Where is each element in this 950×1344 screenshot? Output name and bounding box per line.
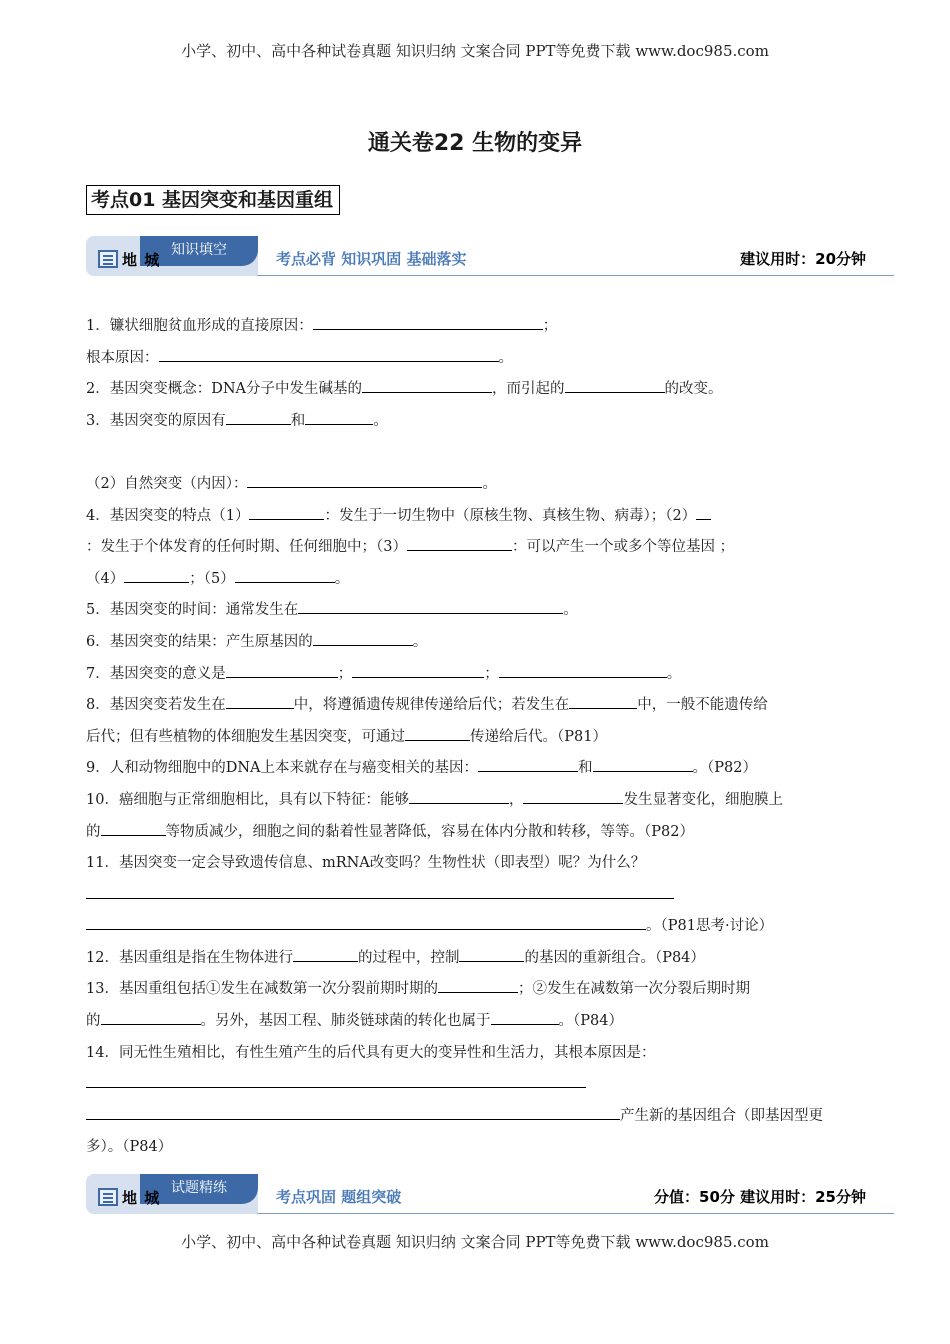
answer-blank[interactable] — [247, 471, 482, 488]
answer-blank[interactable] — [362, 376, 492, 393]
question-4: 4．基因突变的特点（1） ：发生于一切生物中（原核生物、真核生物、病毒）；（2） — [86, 501, 864, 533]
question-11: 11．基因突变一定会导致遗传信息、mRNA改变吗？生物性状（即表型）呢？为什么？ — [86, 855, 646, 872]
answer-blank[interactable] — [409, 787, 509, 804]
question-4-cont: ：发生于个体发育的任何时期、任何细胞中；（3） ：可以产生一个或多个等位基因 ； — [86, 532, 864, 564]
answer-blank[interactable] — [293, 945, 358, 962]
answer-blank[interactable] — [565, 376, 665, 393]
question-14-cont: 产生新的基因组合（即基因型更 — [86, 1101, 864, 1133]
question-12: 12．基因重组是指在生物体进行 的过程中，控制 的基因的重新组合。（P84） — [86, 943, 864, 975]
answer-blank[interactable] — [569, 692, 637, 709]
section-tab-label: 试题精练 — [140, 1174, 258, 1204]
answer-blank[interactable] — [593, 755, 693, 772]
question-14-cont2: 多）。（P84） — [86, 1139, 173, 1156]
answer-blank[interactable] — [407, 534, 512, 551]
answer-blank[interactable] — [478, 755, 578, 772]
question-10: 10．癌细胞与正常细胞相比，具有以下特征：能够 ， 发生显著变化，细胞膜上 — [86, 785, 864, 817]
question-11-cont: 。（P81思考·讨论） — [86, 911, 864, 943]
question-13-cont: 的 。另外，基因工程、肺炎链球菌的转化也属于 。（P84） — [86, 1006, 864, 1038]
answer-blank[interactable] — [313, 313, 543, 330]
answer-blank[interactable] — [124, 566, 189, 583]
answer-blank[interactable] — [491, 1008, 559, 1025]
book-icon — [98, 250, 118, 268]
answer-blank[interactable] — [313, 629, 413, 646]
answer-blank[interactable] — [499, 661, 667, 678]
answer-blank[interactable] — [405, 724, 470, 741]
page-header: 小学、初中、高中各种试卷真题 知识归纳 文案合同 PPT等免费下载 www.doc985.com — [181, 42, 769, 60]
section-subtitle: 考点必背 知识巩固 基础落实 — [276, 250, 467, 268]
answer-blank[interactable] — [226, 408, 291, 425]
brand-label: 地 城 — [122, 251, 161, 269]
answer-blank[interactable] — [298, 597, 563, 614]
question-4-cont2: （4） ；（5） 。 — [86, 564, 864, 596]
answer-blank[interactable] — [523, 787, 623, 804]
question-2: 2．基因突变概念：DNA分子中发生碱基的 ，而引起的 的改变。 — [86, 374, 864, 406]
question-14-line — [86, 1069, 864, 1101]
answer-blank[interactable] — [226, 692, 294, 709]
page-title: 通关卷22 生物的变异 — [367, 131, 583, 156]
question-8: 8．基因突变若发生在 中，将遵循遗传规律传递给后代；若发生在 中，一般不能遗传给 — [86, 690, 864, 722]
question-9: 9．人和动物细胞中的DNA上本来就存在与癌变相关的基因： 和 。（P82） — [86, 753, 864, 785]
question-8-cont: 后代；但有些植物的体细胞发生基因突变，可通过 传递给后代。（P81） — [86, 722, 864, 754]
question-3: 3．基因突变的原因有 和 。 — [86, 406, 864, 438]
question-list — [86, 311, 864, 1164]
question-1: 1．镰状细胞贫血形成的直接原因： ； — [86, 311, 864, 343]
answer-blank[interactable] — [305, 408, 373, 425]
answer-blank[interactable] — [86, 882, 674, 899]
question-6: 6．基因突变的结果：产生原基因的 。 — [86, 627, 864, 659]
answer-blank[interactable] — [86, 913, 646, 930]
book-icon — [98, 1188, 118, 1206]
section-bar-fill-in — [86, 236, 894, 282]
question-10-cont: 的 等物质减少，细胞之间的黏着性显著降低，容易在体内分散和转移，等等。（P82） — [86, 817, 864, 849]
answer-blank[interactable] — [459, 945, 524, 962]
section-tab-label: 知识填空 — [140, 236, 258, 266]
answer-blank[interactable] — [86, 1103, 620, 1120]
answer-blank[interactable] — [226, 661, 338, 678]
question-3-cont: （2）自然突变（内因）： 。 — [86, 469, 864, 501]
question-1-cont: 根本原因： 。 — [86, 343, 864, 375]
kaodian-heading: 考点01 基因突变和基因重组 — [86, 185, 340, 215]
section-subtitle: 考点巩固 题组突破 — [276, 1188, 402, 1206]
answer-blank[interactable] — [249, 503, 324, 520]
question-14: 14．同无性生殖相比，有性生殖产生的后代具有更大的变异性和生活力，其根本原因是： — [86, 1044, 656, 1061]
question-13: 13．基因重组包括①发生在减数第一次分裂前期时期的 ；②发生在减数第一次分裂后期时期 — [86, 974, 864, 1006]
answer-blank[interactable] — [159, 345, 499, 362]
question-5: 5．基因突变的时间：通常发生在 。 — [86, 595, 864, 627]
answer-blank[interactable] — [86, 1071, 586, 1088]
question-7: 7．基因突变的意义是 ； ； 。 — [86, 659, 864, 691]
answer-blank[interactable] — [101, 819, 166, 836]
suggested-time: 建议用时：20分钟 — [740, 250, 866, 268]
section-bar-practice — [86, 1174, 894, 1220]
answer-blank[interactable] — [235, 566, 335, 583]
answer-blank[interactable] — [101, 1008, 201, 1025]
answer-blank[interactable] — [696, 503, 711, 520]
answer-blank[interactable] — [352, 661, 484, 678]
question-11-line — [86, 880, 864, 912]
brand-label: 地 城 — [122, 1189, 161, 1207]
answer-blank[interactable] — [438, 976, 518, 993]
page-footer: 小学、初中、高中各种试卷真题 知识归纳 文案合同 PPT等免费下载 www.doc985.com — [181, 1233, 769, 1251]
score-and-time: 分值：50分 建议用时：25分钟 — [654, 1188, 866, 1206]
